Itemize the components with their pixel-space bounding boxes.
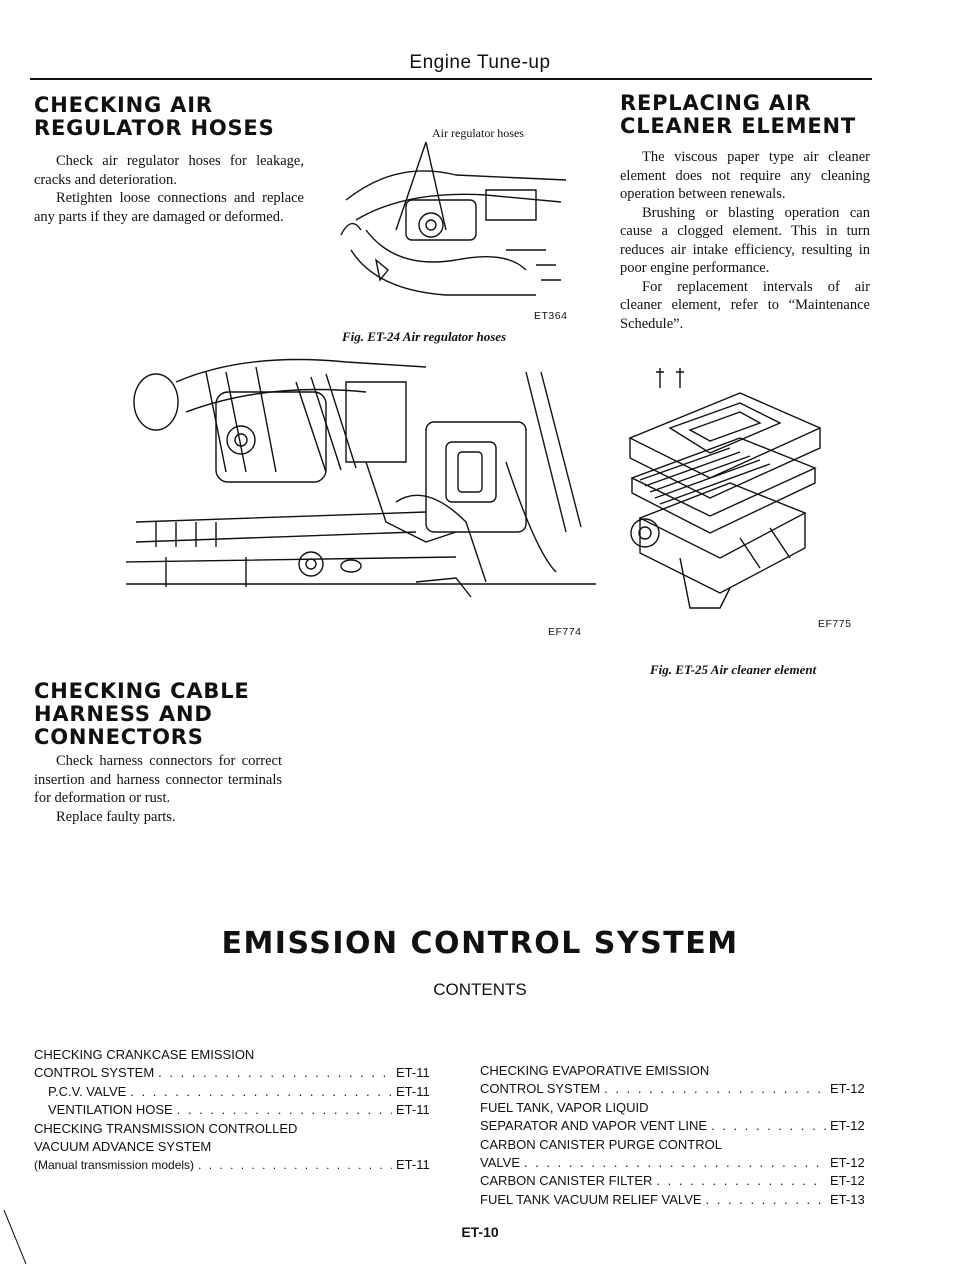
heading-line: CHECKING CABLE [34, 679, 250, 703]
air-regulator-text [34, 152, 304, 226]
toc-text: FUEL TANK VACUUM RELIEF VALVE [480, 1191, 702, 1207]
dot-leader [656, 1172, 826, 1190]
toc-text: VALVE [480, 1155, 520, 1171]
heading-line: HARNESS AND [34, 702, 213, 726]
toc-page: ET-12 [830, 1173, 865, 1189]
dot-leader [198, 1156, 392, 1174]
figure-label: Air regulator hoses [432, 126, 524, 140]
contents-label: CONTENTS [433, 980, 527, 999]
dot-leader [524, 1154, 826, 1172]
paragraph: Check harness connectors for correct insertion and harness connector terminals for deformation or rust. [34, 753, 282, 806]
air-regulator-heading [34, 94, 314, 140]
dot-leader [711, 1117, 826, 1135]
toc-entry [480, 1191, 866, 1209]
paragraph: Retighten loose connections and replace any parts if they are damaged or deformed. [34, 190, 304, 225]
cable-harness-heading [34, 680, 314, 749]
toc-entry [480, 1117, 866, 1135]
toc-text: CARBON CANISTER PURGE CONTROL [480, 1136, 722, 1152]
air-cleaner-text [620, 148, 870, 333]
header-rule [30, 78, 872, 80]
toc-entry [34, 1138, 432, 1156]
dot-leader [604, 1080, 826, 1098]
toc-text: CHECKING CRANKCASE EMISSION [34, 1047, 255, 1062]
toc-entry [34, 1101, 432, 1119]
toc-page: ET-12 [830, 1155, 865, 1171]
engine-bay-illustration [126, 352, 596, 616]
heading-line: REGULATOR HOSES [34, 116, 275, 140]
toc-text: (Manual transmission models) [34, 1158, 195, 1173]
cable-harness-text [34, 752, 282, 826]
toc-text: CHECKING EVAPORATIVE EMISSION [480, 1063, 710, 1078]
toc-text: CONTROL SYSTEM [34, 1065, 155, 1081]
paragraph: The viscous paper type air cleaner element does not require any cleaning operation between renewals. [620, 149, 870, 202]
toc-entry [480, 1172, 866, 1190]
toc-entry [34, 1156, 432, 1174]
toc-text: FUEL TANK, VAPOR LIQUID [480, 1099, 649, 1115]
toc-entry [480, 1062, 866, 1080]
figure-code: EF774 [548, 626, 582, 638]
heading-line: CLEANER ELEMENT [620, 114, 857, 138]
paragraph: Brushing or blasting operation can cause a clogged element. This in turn reduces air intake efficiency, resulting in poor engine performance. [620, 204, 870, 276]
toc-right [480, 1062, 866, 1209]
heading-line: REPLACING AIR [620, 91, 812, 115]
toc-text: P.C.V. VALVE [48, 1083, 127, 1099]
dot-leader [177, 1101, 392, 1119]
toc-left [34, 1046, 432, 1175]
toc-text: CHECKING TRANSMISSION CONTROLLED [34, 1120, 298, 1136]
toc-page: ET-11 [396, 1157, 430, 1173]
page-number: ET-10 [461, 1224, 499, 1240]
toc-page: ET-12 [830, 1118, 865, 1134]
heading-line: CHECKING AIR [34, 93, 213, 117]
figure-code: ET364 [534, 310, 568, 322]
toc-entry [480, 1080, 866, 1098]
toc-entry [34, 1046, 432, 1064]
dot-leader [706, 1191, 826, 1209]
toc-text: VACUUM ADVANCE SYSTEM [34, 1139, 212, 1155]
toc-page: ET-13 [830, 1191, 865, 1207]
figure-code: EF775 [818, 618, 852, 630]
toc-text: SEPARATOR AND VAPOR VENT LINE [480, 1118, 708, 1134]
air-cleaner-heading [620, 92, 900, 138]
toc-entry [480, 1154, 866, 1172]
toc-entry [480, 1099, 866, 1117]
running-header: Engine Tune-up [409, 52, 551, 73]
toc-page: ET-11 [396, 1065, 430, 1081]
air-regulator-hoses-illustration [336, 140, 586, 320]
figure-caption: Fig. ET-24 Air regulator hoses [342, 329, 507, 344]
toc-entry [34, 1064, 432, 1082]
paragraph: For replacement intervals of air cleaner element, refer to “Maintenance Schedule”. [620, 278, 870, 332]
toc-text: CONTROL SYSTEM [480, 1081, 601, 1097]
dot-leader [158, 1064, 392, 1082]
paragraph: Replace faulty parts. [56, 808, 176, 825]
toc-page: ET-11 [396, 1102, 430, 1118]
figure-caption: Fig. ET-25 Air cleaner element [650, 662, 817, 677]
air-cleaner-element-illustration [620, 368, 830, 618]
toc-entry [34, 1120, 432, 1138]
heading-line: CONNECTORS [34, 725, 204, 749]
dot-leader [130, 1083, 392, 1101]
toc-entry [34, 1083, 432, 1101]
paragraph: Check air regulator hoses for leakage, cracks and deterioration. [34, 153, 304, 188]
toc-text: CARBON CANISTER FILTER [480, 1173, 653, 1189]
toc-page: ET-11 [396, 1083, 430, 1099]
toc-entry [480, 1136, 866, 1154]
scan-mark [0, 1208, 30, 1268]
toc-page: ET-12 [830, 1081, 865, 1097]
toc-text: VENTILATION HOSE [48, 1102, 173, 1118]
section-title: EMISSION CONTROL SYSTEM [221, 926, 739, 961]
